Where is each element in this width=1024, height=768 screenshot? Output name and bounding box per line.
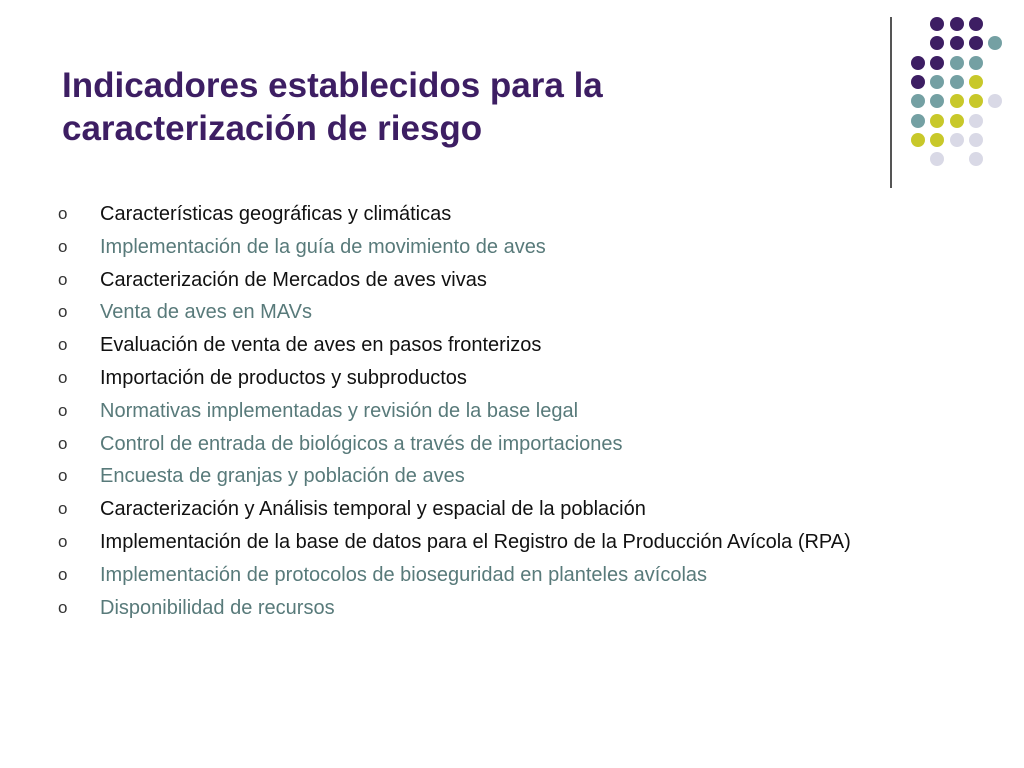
bullet-marker-icon: o <box>58 302 68 322</box>
bullet-marker-icon: o <box>58 269 68 289</box>
decorative-dot <box>911 94 925 108</box>
bullet-marker-icon: o <box>58 433 68 453</box>
bullet-text: Control de entrada de biológicos a través de importaciones <box>100 432 623 455</box>
decorative-dot <box>930 133 944 147</box>
bullet-marker-icon: o <box>58 597 68 617</box>
bullet-text: Disponibilidad de recursos <box>100 596 335 619</box>
bullet-marker-icon: o <box>58 499 68 519</box>
bullet-marker-icon: o <box>58 236 68 256</box>
bullet-item <box>58 460 998 493</box>
bullet-list <box>58 198 998 624</box>
bullet-item <box>58 264 998 297</box>
decorative-dot <box>988 36 1002 50</box>
slide-title-line-1: Indicadores establecidos para la <box>62 66 603 105</box>
decorative-dot <box>969 17 983 31</box>
decorative-dot <box>930 75 944 89</box>
bullet-marker-icon: o <box>58 400 68 420</box>
decorative-dot <box>950 75 964 89</box>
bullet-text: Caracterización de Mercados de aves vivas <box>100 268 487 291</box>
bullet-text: Importación de productos y subproductos <box>100 366 467 389</box>
decorative-dot <box>911 133 925 147</box>
bullet-item <box>58 559 998 592</box>
bullet-marker-icon: o <box>58 204 68 223</box>
bullet-text: Normativas implementadas y revisión de la base legal <box>100 399 579 422</box>
bullet-item <box>58 362 998 395</box>
decorative-dot <box>930 36 944 50</box>
decorative-dot <box>950 56 964 70</box>
bullet-item <box>58 198 998 231</box>
bullet-item <box>58 592 998 625</box>
bullet-item <box>58 231 998 264</box>
bullet-text: Evaluación de venta de aves en pasos fronterizos <box>100 334 542 357</box>
bullet-text: Implementación de la guía de movimiento de aves <box>100 235 546 258</box>
bullet-text: Caracterización y Análisis temporal y espacial de la población <box>100 498 646 521</box>
slide-title-line-2: caracterización de riesgo <box>62 109 483 148</box>
decorative-dot <box>950 17 964 31</box>
decorative-dot <box>930 56 944 70</box>
bullet-text: Implementación de protocolos de bioseguridad en planteles avícolas <box>100 563 708 586</box>
bullet-item <box>58 526 998 559</box>
decorative-dot <box>969 133 983 147</box>
decorative-dot-grid <box>0 0 1024 200</box>
bullet-text: Encuesta de granjas y población de aves <box>100 465 465 488</box>
bullet-marker-icon: o <box>58 367 68 387</box>
decorative-dot <box>950 94 964 108</box>
decorative-dot <box>969 75 983 89</box>
vertical-divider <box>890 17 892 188</box>
decorative-dot <box>950 36 964 50</box>
bullet-marker-icon: o <box>58 564 68 584</box>
decorative-dot <box>950 114 964 128</box>
bullet-marker-icon: o <box>58 335 68 355</box>
bullet-marker-icon: o <box>58 466 68 486</box>
bullet-text: Implementación de la base de datos para el Registro de la Producción Avícola (RPA) <box>100 530 851 553</box>
bullet-text: Venta de aves en MAVs <box>100 301 312 324</box>
decorative-dot <box>911 75 925 89</box>
bullet-item <box>58 296 998 329</box>
decorative-dot <box>911 56 925 70</box>
bullet-item <box>58 329 998 362</box>
decorative-dot <box>969 36 983 50</box>
decorative-dot <box>969 114 983 128</box>
decorative-dot <box>950 133 964 147</box>
decorative-dot <box>969 56 983 70</box>
bullet-text: Características geográficas y climáticas <box>100 203 452 225</box>
bullet-marker-icon: o <box>58 531 68 551</box>
bullet-item <box>58 395 998 428</box>
decorative-dot <box>930 114 944 128</box>
decorative-dot <box>911 114 925 128</box>
bullet-item <box>58 493 998 526</box>
decorative-dot <box>969 94 983 108</box>
decorative-dot <box>930 17 944 31</box>
decorative-dot <box>930 152 944 166</box>
bullet-item <box>58 428 998 461</box>
decorative-dot <box>930 94 944 108</box>
decorative-dot <box>969 152 983 166</box>
decorative-dot <box>988 94 1002 108</box>
